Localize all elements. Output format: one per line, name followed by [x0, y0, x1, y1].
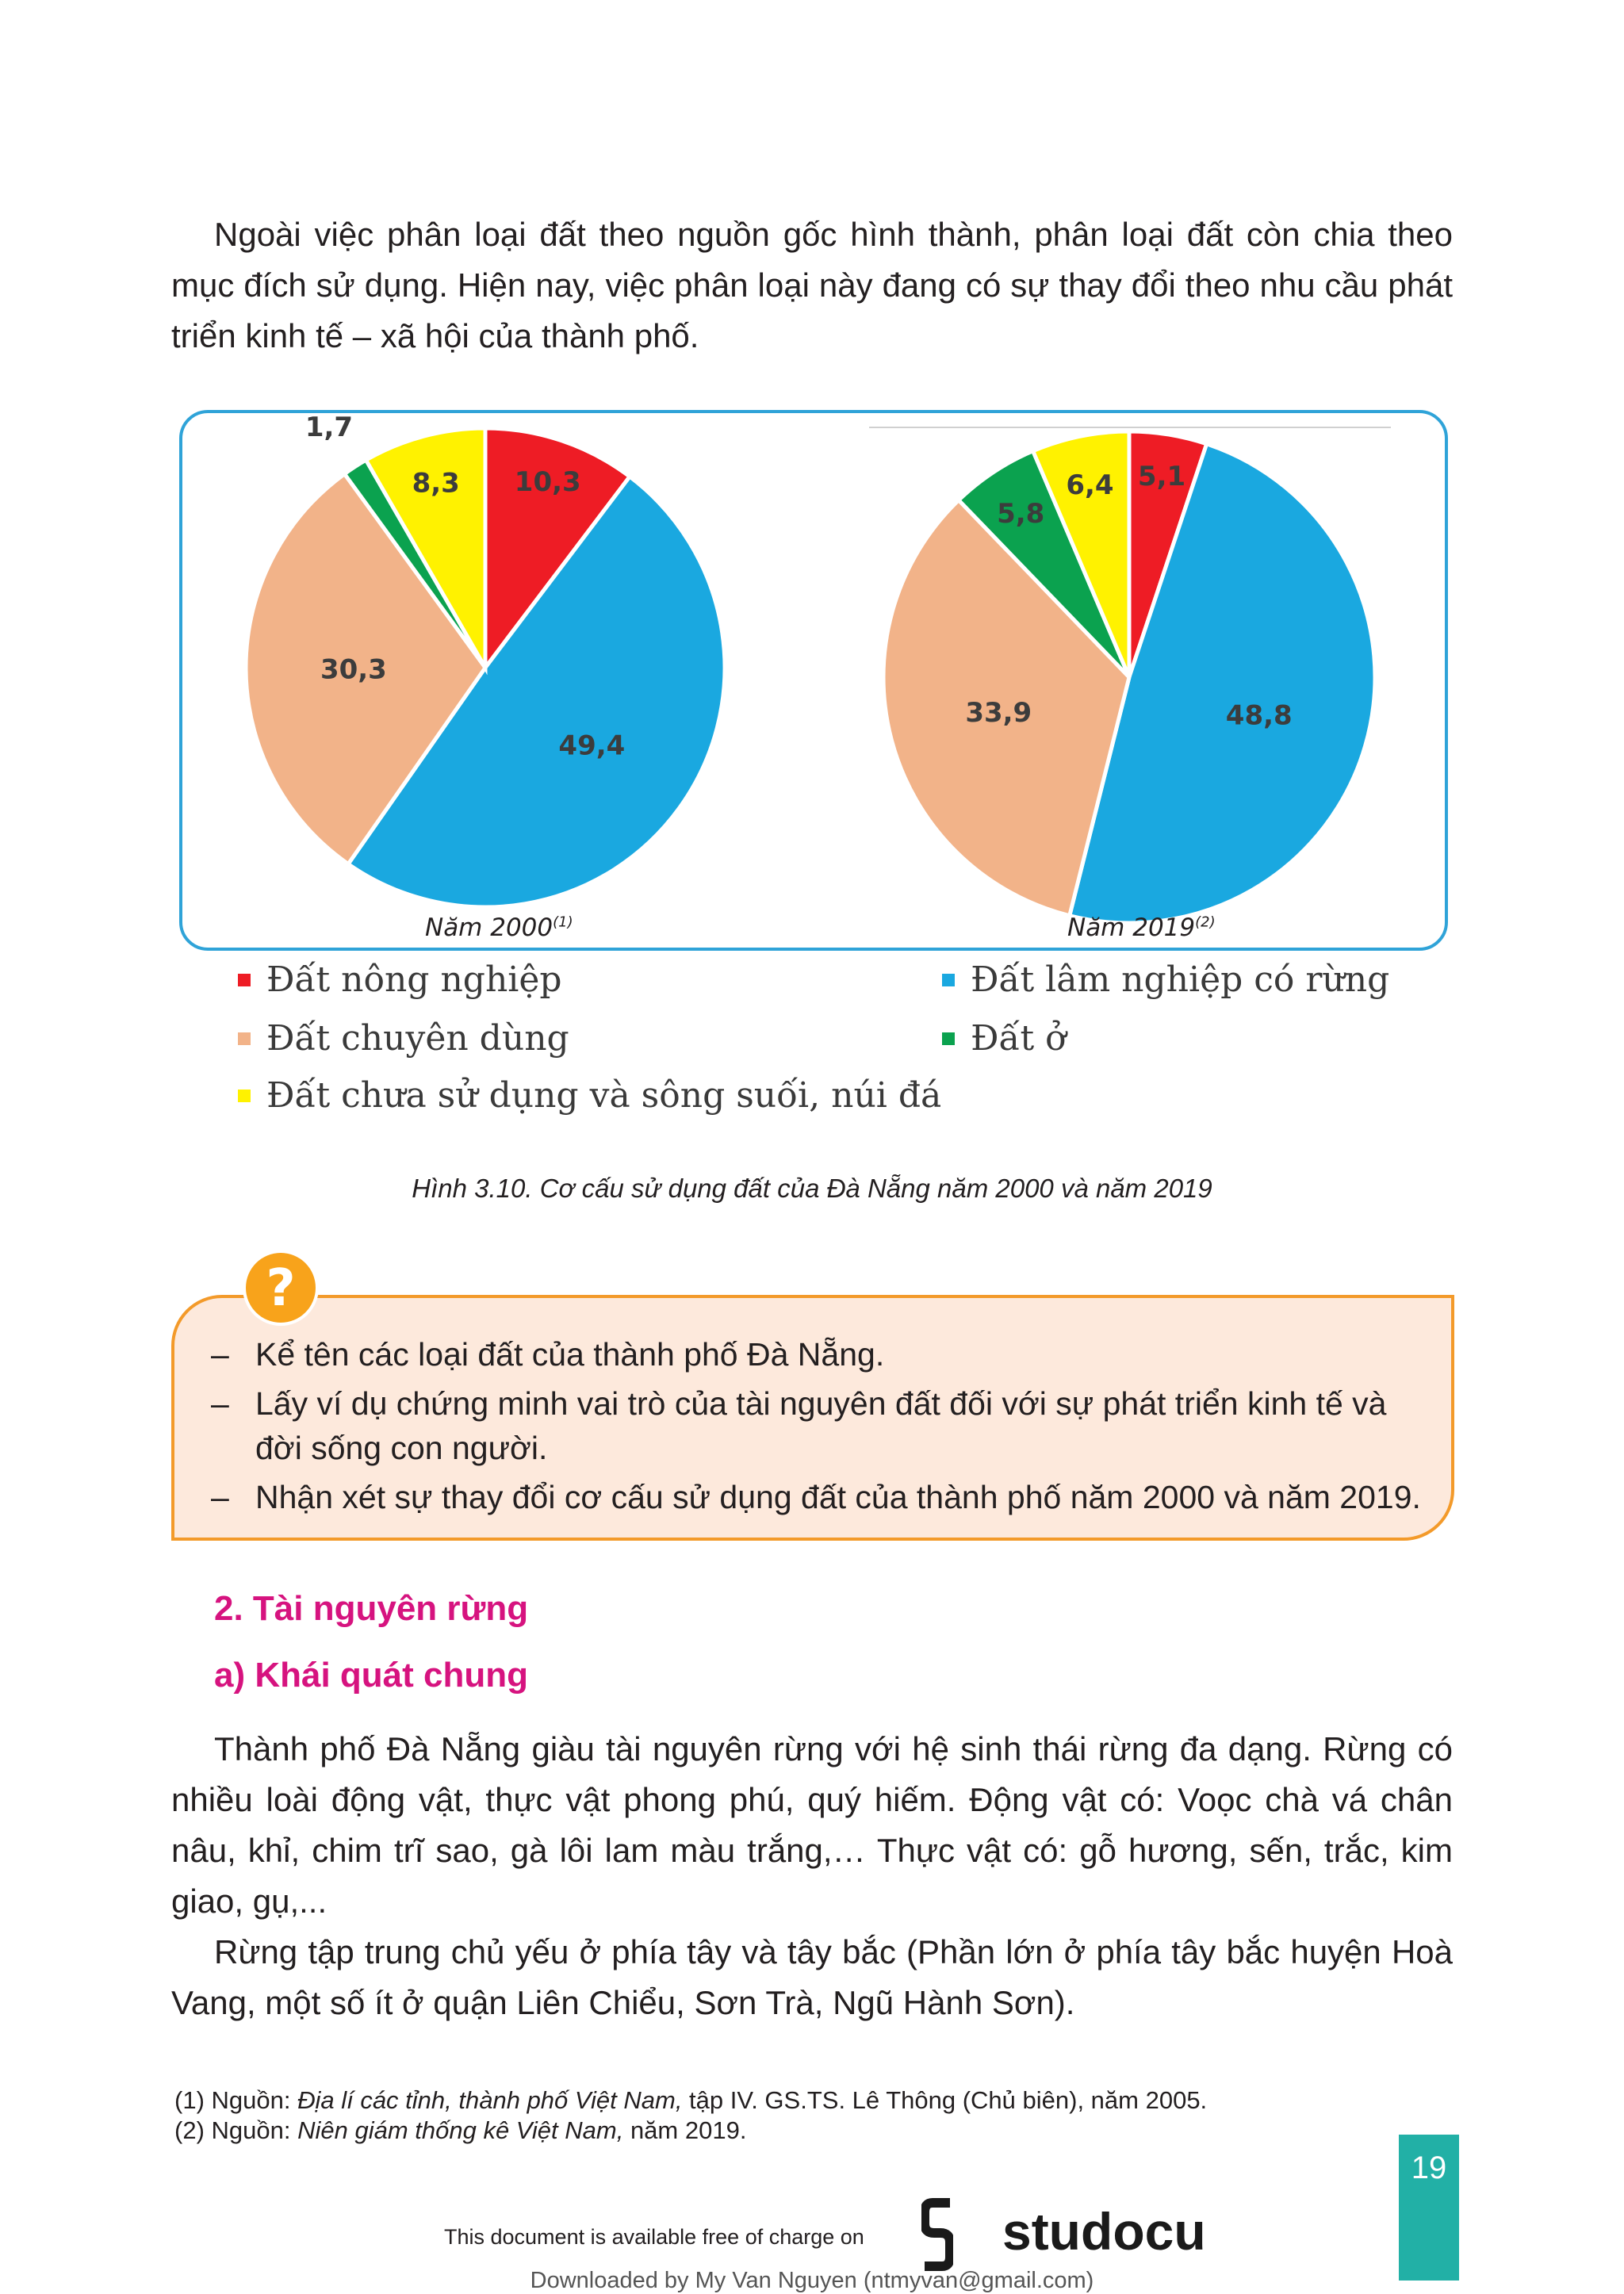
question-item — [211, 1475, 1432, 1519]
availability-text: This document is available free of charge on — [444, 2225, 864, 2249]
legend-label: Đất nông nghiệp — [266, 959, 562, 1000]
legend-swatch — [238, 1090, 251, 1102]
intro-paragraph: Ngoài việc phân loại đất theo nguồn gốc hình thành, phân loại đất còn chia theo mục đích sử dụng. Hiện nay, việc phân loại này đang có sự thay đổi theo nhu cầu phát triển kinh tế – xã hội của thành phố. — [171, 216, 1453, 354]
question-text: Kể tên các loại đất của thành phố Đà Nẵng. — [255, 1336, 885, 1373]
pie-data-label: 30,3 — [320, 653, 387, 686]
footnote-prefix: (1) Nguồn: — [174, 2086, 298, 2114]
legend-item-dat-chua-su-dung — [238, 1075, 941, 1116]
question-mark-icon — [241, 1248, 320, 1327]
chart-legend — [238, 959, 1475, 1134]
page-number: 19 — [1411, 2150, 1447, 2185]
pie-data-label: 48,8 — [1225, 699, 1293, 732]
downloaded-by-text: Downloaded by My Van Nguyen (ntmyvan@gmail.com) — [530, 2268, 1094, 2293]
studocu-logo-text[interactable]: studocu — [1002, 2202, 1206, 2261]
question-item — [211, 1332, 1432, 1377]
pie-data-label: 6,4 — [1066, 469, 1114, 501]
pie-data-label: 49,4 — [558, 730, 626, 762]
footnote-rest: năm 2019. — [623, 2116, 747, 2144]
legend-label: Đất ở — [971, 1018, 1067, 1059]
legend-item-dat-o — [942, 1018, 1067, 1059]
pie-data-label: 33,9 — [965, 696, 1032, 729]
footnote-source: Địa lí các tỉnh, thành phố Việt Nam, — [297, 2086, 683, 2114]
footnote-prefix: (2) Nguồn: — [174, 2116, 298, 2144]
footnote-rest: tập IV. GS.TS. Lê Thông (Chủ biên), năm 2005. — [682, 2086, 1208, 2114]
legend-swatch — [942, 974, 955, 986]
studocu-logo-icon[interactable] — [921, 2196, 953, 2273]
legend-swatch — [238, 974, 251, 986]
question-text: Nhận xét sự thay đổi cơ cấu sử dụng đất của thành phố năm 2000 và năm 2019. — [255, 1479, 1421, 1515]
pie-charts — [0, 0, 1624, 959]
pie-data-label: 10,3 — [514, 466, 581, 499]
pie-data-label: 5,8 — [997, 498, 1045, 530]
legend-item-dat-lam-nghiep — [942, 959, 1389, 1000]
footnote-source: Niên giám thống kê Việt Nam, — [297, 2116, 624, 2144]
subsection-heading: a) Khái quát chung — [214, 1656, 528, 1695]
legend-label: Đất lâm nghiệp có rừng — [971, 959, 1390, 1000]
pie-data-label: 5,1 — [1137, 460, 1186, 492]
pie-title-2019: Năm 2019$^{(2)}$ — [1067, 913, 1216, 942]
section-heading: 2. Tài nguyên rừng — [214, 1589, 529, 1628]
question-item — [211, 1381, 1432, 1470]
question-list — [211, 1332, 1432, 1524]
forest-paragraph-1: Thành phố Đà Nẵng giàu tài nguyên rừng với hệ sinh thái rừng đa dạng. Rừng có nhiều loài động vật, thực vật phong phú, quý hiếm. Động vật có: Voọc chà vá chân nâu, khỉ, chim trĩ sao, gà lôi lam màu trắng,… Thực vật có: gỗ hương, sến, trắc, kim giao, gụ,... — [171, 1730, 1453, 1920]
pie-title-2000: Năm 2000$^{(1)}$ — [425, 913, 573, 942]
pie-data-label: 8,3 — [412, 467, 460, 500]
question-text: Lấy ví dụ chứng minh vai trò của tài nguyên đất đối với sự phát triển kinh tế và đời sống con người. — [255, 1385, 1387, 1466]
legend-label: Đất chuyên dùng — [266, 1018, 569, 1059]
legend-swatch — [942, 1032, 955, 1045]
figure-caption: Hình 3.10. Cơ cấu sử dụng đất của Đà Nẵng năm 2000 và năm 2019 — [412, 1174, 1212, 1203]
pie-chart-2000 — [246, 412, 725, 907]
question-mark-glyph: ? — [266, 1259, 296, 1318]
legend-swatch — [238, 1032, 251, 1045]
footnote-1 — [174, 2085, 1207, 2116]
footnote-2 — [174, 2116, 1207, 2146]
question-dash: – — [211, 1385, 229, 1422]
forest-paragraph-2: Rừng tập trung chủ yếu ở phía tây và tây bắc (Phần lớn ở phía tây bắc huyện Hoà Vang, một số ít ở quận Liên Chiểu, Sơn Trà, Ngũ Hành Sơn). — [171, 1933, 1453, 2021]
legend-item-dat-chuyen-dung — [238, 1018, 569, 1059]
legend-item-dat-nong-nghiep — [238, 959, 562, 1000]
legend-label: Đất chưa sử dụng và sông suối, núi đá — [266, 1075, 942, 1116]
pie-data-label: 1,7 — [304, 411, 354, 443]
question-dash: – — [211, 1479, 229, 1515]
pie-chart-2019 — [883, 431, 1375, 923]
footnotes — [174, 2085, 1207, 2146]
question-dash: – — [211, 1336, 229, 1373]
